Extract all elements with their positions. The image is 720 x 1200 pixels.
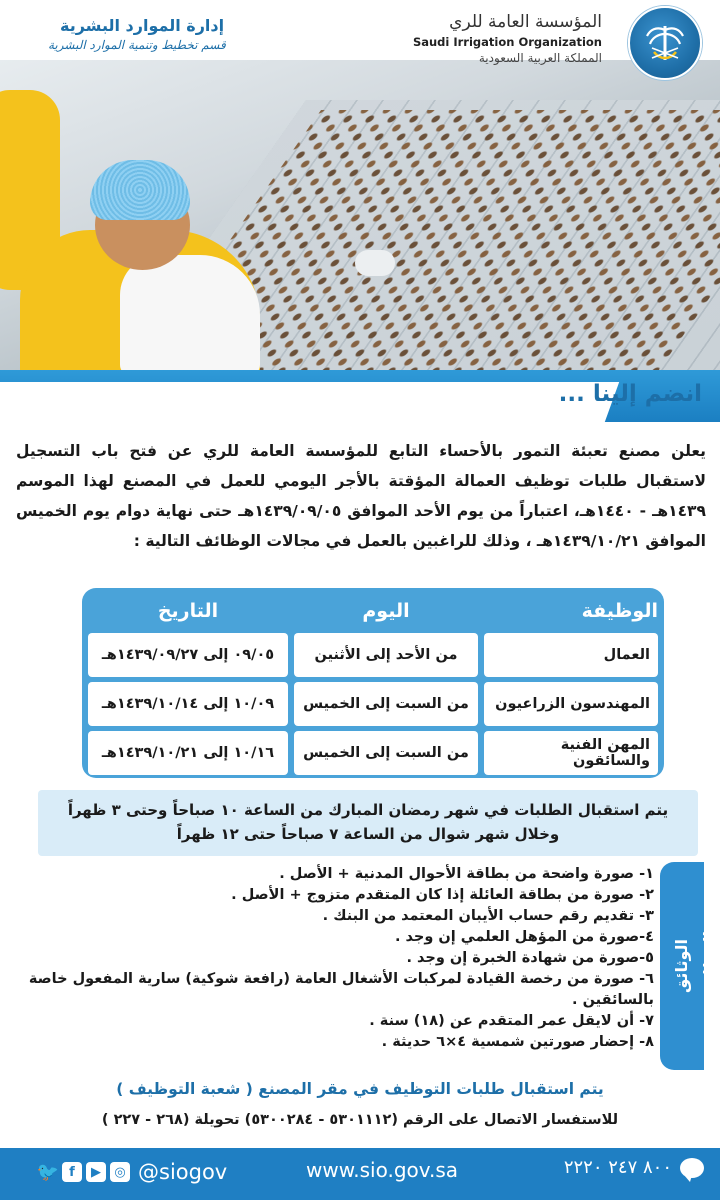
row-job: العمال [484,633,658,677]
phone-number[interactable]: ٨٠٠ ٢٤٧ ٢٢٢٠ [563,1157,672,1178]
list-item: ٤-صورة من المؤهل العلمي إن وجد . [394,929,654,945]
toll-free-phone [564,1157,704,1178]
required-documents-list [8,864,654,1053]
worker-glove [355,250,395,276]
reception-hours-box [38,790,698,856]
list-item: ٦- صورة من رخصة القيادة لمركبات الأشغال العامة (رافعة شوكية) سارية المفعول خاصة بالسائقين . [28,971,654,1008]
join-title: انضم إلينا ... [558,381,702,407]
youtube-icon[interactable]: ▶ [86,1162,106,1182]
palm-emblem-icon [630,8,700,78]
row-day: من السبت إلى الخميس [294,682,478,726]
table-row [88,682,658,726]
table-header [88,594,658,628]
worker-shirt [120,255,260,370]
org-name-english: Saudi Irrigation Organization [412,35,602,49]
hours-ramadan: يتم استقبال الطلبات في شهر رمضان المبارك من الساعة ١٠ صباحاً وحتى ٣ ظهراً [67,801,669,819]
jobs-table [82,588,664,778]
factory-workers-photo [0,60,720,370]
hours-shawwal: وخلال شهر شوال من الساعة ٧ صباحاً حتى ١٢ ظهراً [176,825,560,843]
row-job: المهندسون الزراعيون [484,682,658,726]
social-links [38,1157,227,1187]
header-date: التاريخ [157,600,219,622]
hr-department-title: إدارة الموارد البشرية [60,16,225,35]
row-day: من السبت إلى الخميس [294,731,478,775]
hr-department-subtitle: قسم تخطيط وتنمية الموارد البشرية [48,38,226,52]
org-name-arabic: المؤسسة العامة للري [449,12,602,32]
table-row [88,633,658,677]
row-date: ١٠/٠٩ إلى ١٤٣٩/١٠/١٤هـ [88,682,288,726]
header-day: اليوم [362,600,410,622]
row-date: ١٠/١٦ إلى ١٤٣٩/١٠/٢١هـ [88,731,288,775]
table-row [88,731,658,775]
row-day: من الأحد إلى الأثنين [294,633,478,677]
speech-bubble-icon [680,1158,704,1178]
instagram-icon[interactable]: ◎ [110,1162,130,1182]
list-item: ٣- تقديم رقم حساب الأيبان المعتمد من البنك . [322,908,654,924]
list-item: ٢- صورة من بطاقة العائلة إذا كان المتقدم متزوج + الأصل . [231,887,654,903]
row-date: ٠٩/٠٥ إلى ١٤٣٩/٠٩/٢٧هـ [88,633,288,677]
header-job: الوظيفة [581,600,658,622]
facebook-icon[interactable]: f [62,1162,82,1182]
list-item: ٨- إحضار صورتين شمسية ٤×٦ حديثة . [381,1034,654,1050]
social-handle[interactable]: @siogov [138,1160,228,1184]
required-documents-label: الوثائق المطلوبة [672,930,719,1002]
apply-location-note: يتم استقبال طلبات التوظيف في مقر المصنع ( شعبة التوظيف ) [116,1080,604,1098]
sio-logo [628,6,702,80]
contact-info: للاستفسار الاتصال على الرقم (٥٣٠١١١٢ - ٥٣٠٠٢٨٤) تحويلة (٢٦٨ - ٢٢٧ ) [101,1112,619,1128]
announcement-text: يعلن مصنع تعبئة التمور بالأحساء التابع للمؤسسة العامة للري عن فتح باب التسجيل لاستقبال طلبات توظيف العمالة المؤقتة بالأجر اليومي للعمل في المصنع لهذا الموسم ١٤٣٩هـ - ١٤٤٠هـ، اعتباراً من يوم الأحد الموافق ١٤٣٩/٠٩/٠٥هـ حتى نهاية دوام يوم الخميس الموافق ١٤٣٩/١٠/٢١هـ ، وذلك للراغبين بالعمل في مجالات الوظائف التالية : [16,442,706,550]
website-link[interactable]: www.sio.gov.sa [306,1158,459,1182]
worker-hairnet [90,160,190,220]
list-item: ٥-صورة من شهادة الخبرة إن وجد . [406,950,654,966]
list-item: ٧- أن لايقل عمر المتقدم عن (١٨) سنة . [369,1013,654,1029]
row-job: المهن الفنية والسائقون [484,731,658,775]
list-item: ١- صورة واضحة من بطاقة الأحوال المدنية + الأصل . [279,866,654,882]
country-name: المملكة العربية السعودية [478,51,602,65]
twitter-icon[interactable]: 🐦 [36,1161,60,1183]
